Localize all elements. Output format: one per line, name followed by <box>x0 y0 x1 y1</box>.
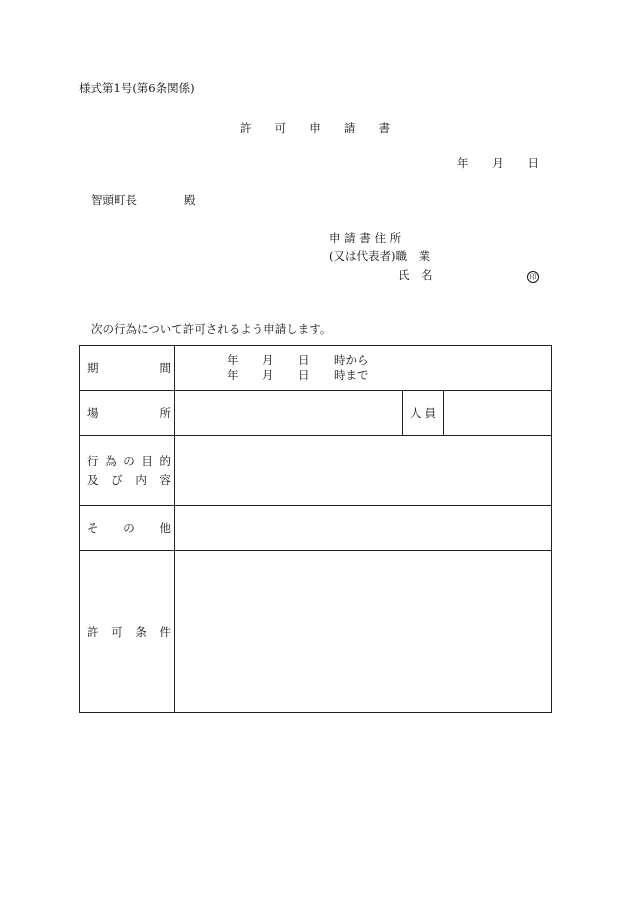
applicant-occupation-label: (又は代表者)職 業 <box>329 249 430 263</box>
period-row <box>80 346 552 391</box>
place-row <box>80 391 552 436</box>
applicant-name-label: 氏 名 <box>398 268 433 282</box>
seal-mark <box>527 268 539 283</box>
period-to: 年 月 日 時まで <box>227 368 369 382</box>
seal-icon: 印 <box>527 271 539 283</box>
application-table <box>79 345 552 713</box>
document-title: 許 可 申 請 書 <box>240 121 390 135</box>
people-field[interactable] <box>444 391 552 436</box>
period-from: 年 月 日 時から <box>227 353 369 367</box>
place-label: 場 所 <box>80 391 175 436</box>
purpose-row <box>80 436 552 506</box>
submission-date: 年 月 日 <box>457 156 539 170</box>
period-field[interactable] <box>175 346 552 391</box>
form-number: 様式第1号(第6条関係) <box>79 81 195 95</box>
applicant-address-label: 申 請 書 住 所 <box>329 231 402 245</box>
purpose-label: 行 為 の 目 的 及 び 内 容 <box>80 436 175 506</box>
other-label: そ の 他 <box>80 506 175 551</box>
addressee-name: 智頭町長 <box>91 193 137 207</box>
addressee-honorific: 殿 <box>184 193 196 207</box>
conditions-row <box>80 551 552 713</box>
conditions-label: 許 可 条 件 <box>80 551 175 713</box>
purpose-field[interactable] <box>175 436 552 506</box>
other-field[interactable] <box>175 506 552 551</box>
other-row <box>80 506 552 551</box>
people-label: 人 員 <box>403 391 444 436</box>
place-field[interactable] <box>175 391 403 436</box>
intro-text: 次の行為について許可されるよう申請します。 <box>91 322 332 336</box>
period-label: 期 間 <box>80 346 175 391</box>
conditions-field[interactable] <box>175 551 552 713</box>
